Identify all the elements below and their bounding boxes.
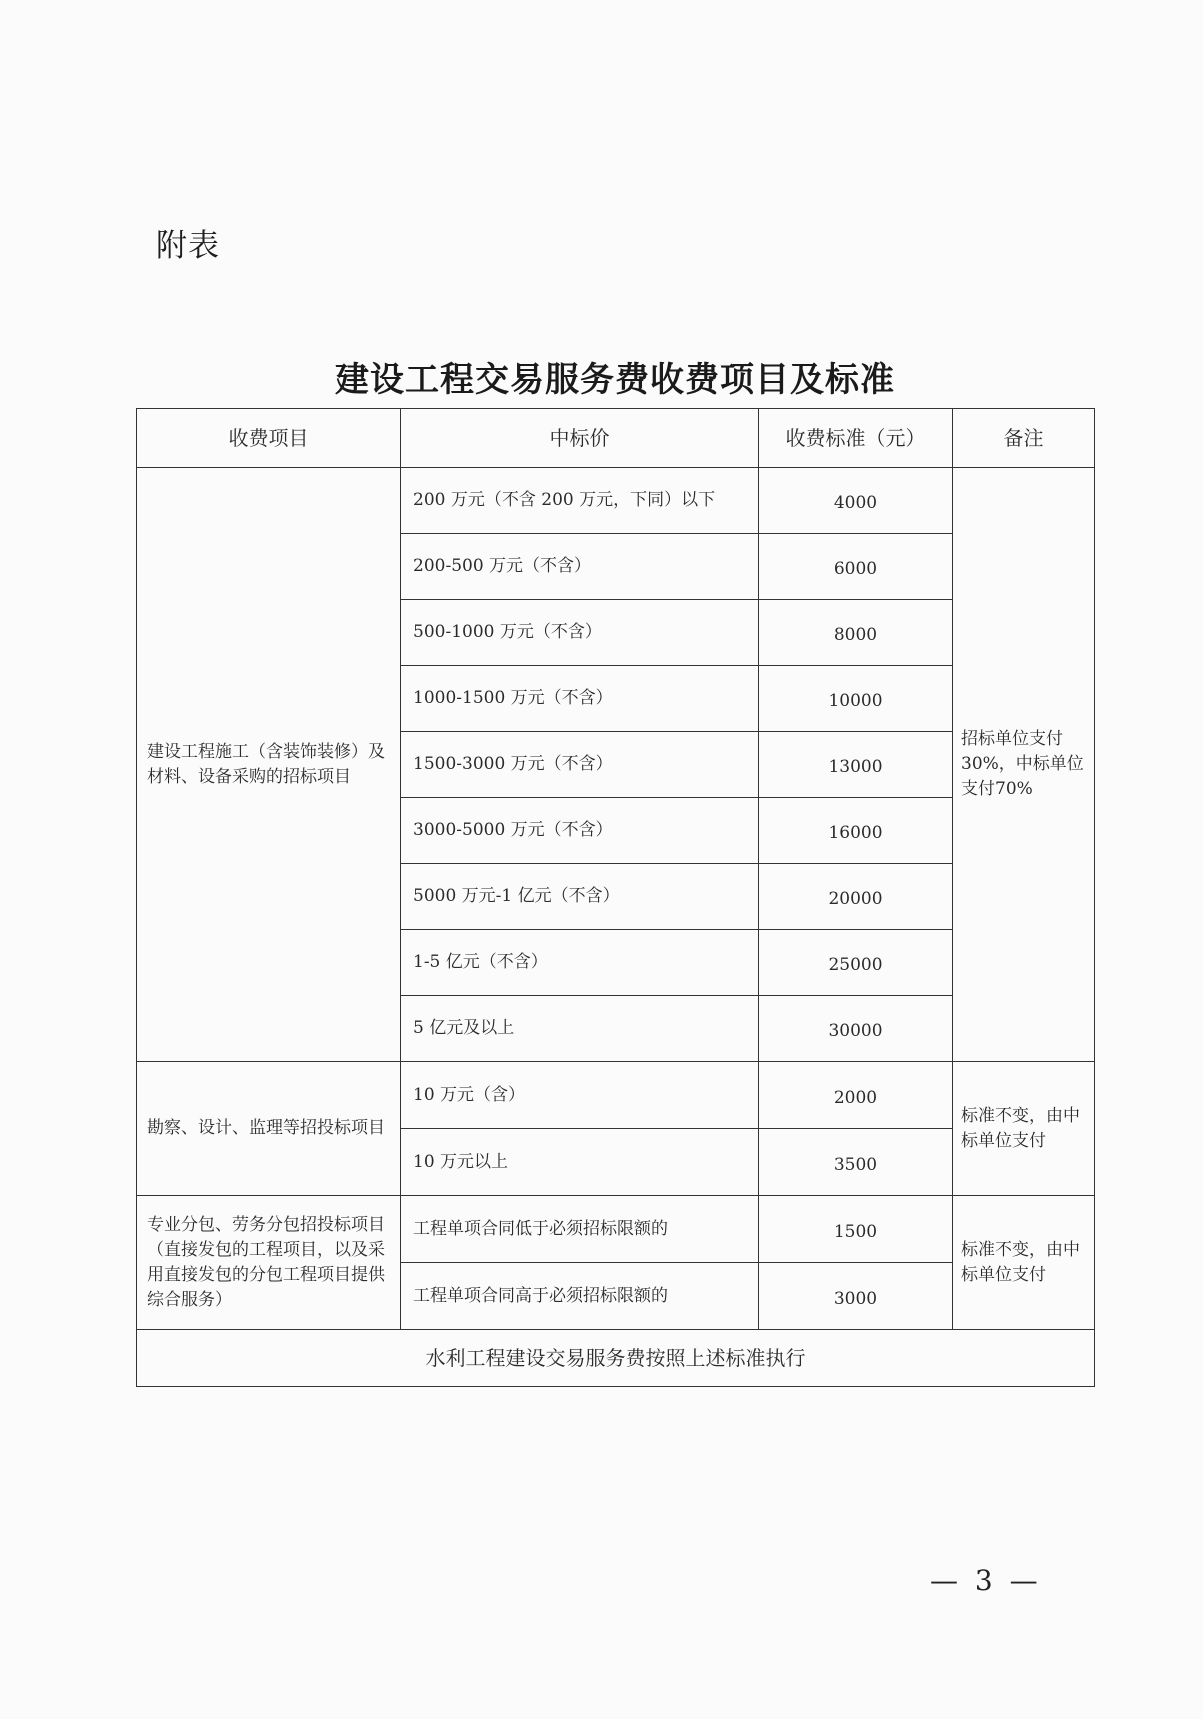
- table-header-row: [137, 409, 1095, 468]
- table-row: [137, 1196, 1095, 1263]
- header-bid-price: 中标价: [401, 409, 759, 468]
- bid-price-cell: 工程单项合同高于必须招标限额的: [401, 1263, 759, 1330]
- bid-price-cell: 5000 万元-1 亿元（不含）: [401, 864, 759, 930]
- remarks-cell: 标准不变，由中标单位支付: [953, 1196, 1095, 1330]
- fee-item-cell: 专业分包、劳务分包招投标项目（直接发包的工程项目，以及采用直接发包的分包工程项目提供综合服务）: [137, 1196, 401, 1330]
- fee-cell: 3500: [759, 1129, 953, 1196]
- fee-cell: 10000: [759, 666, 953, 732]
- header-fee-standard: 收费标准（元）: [759, 409, 953, 468]
- bid-price-cell: 3000-5000 万元（不含）: [401, 798, 759, 864]
- fee-cell: 25000: [759, 930, 953, 996]
- fee-cell: 30000: [759, 996, 953, 1062]
- bid-price-cell: 工程单项合同低于必须招标限额的: [401, 1196, 759, 1263]
- fee-item-cell: 建设工程施工（含装饰装修）及材料、设备采购的招标项目: [137, 468, 401, 1062]
- fee-cell: 6000: [759, 534, 953, 600]
- bid-price-cell: 10 万元（含）: [401, 1062, 759, 1129]
- bid-price-cell: 200 万元（不含 200 万元，下同）以下: [401, 468, 759, 534]
- header-remarks: 备注: [953, 409, 1095, 468]
- bid-price-cell: 5 亿元及以上: [401, 996, 759, 1062]
- fee-cell: 2000: [759, 1062, 953, 1129]
- fee-cell: 20000: [759, 864, 953, 930]
- fee-item-cell: 勘察、设计、监理等招投标项目: [137, 1062, 401, 1196]
- bid-price-cell: 200-500 万元（不含）: [401, 534, 759, 600]
- table-footer-note: 水利工程建设交易服务费按照上述标准执行: [137, 1330, 1095, 1387]
- fee-cell: 1500: [759, 1196, 953, 1263]
- page-number: — 3 —: [930, 1564, 1042, 1597]
- fee-cell: 4000: [759, 468, 953, 534]
- bid-price-cell: 1000-1500 万元（不含）: [401, 666, 759, 732]
- fee-cell: 13000: [759, 732, 953, 798]
- bid-price-cell: 10 万元以上: [401, 1129, 759, 1196]
- document-title: 建设工程交易服务费收费项目及标准: [335, 360, 895, 400]
- fee-cell: 3000: [759, 1263, 953, 1330]
- fee-cell: 8000: [759, 600, 953, 666]
- table-footer-row: [137, 1330, 1095, 1387]
- bid-price-cell: 1-5 亿元（不含）: [401, 930, 759, 996]
- bid-price-cell: 1500-3000 万元（不含）: [401, 732, 759, 798]
- remarks-cell: 标准不变，由中标单位支付: [953, 1062, 1095, 1196]
- header-fee-item: 收费项目: [137, 409, 401, 468]
- remarks-cell: 招标单位支付30%，中标单位支付70%: [953, 468, 1095, 1062]
- attachment-label: 附表: [156, 228, 220, 264]
- table-row: [137, 1062, 1095, 1129]
- bid-price-cell: 500-1000 万元（不含）: [401, 600, 759, 666]
- fee-cell: 16000: [759, 798, 953, 864]
- fee-standard-table: [136, 408, 1095, 1387]
- table-row: [137, 468, 1095, 534]
